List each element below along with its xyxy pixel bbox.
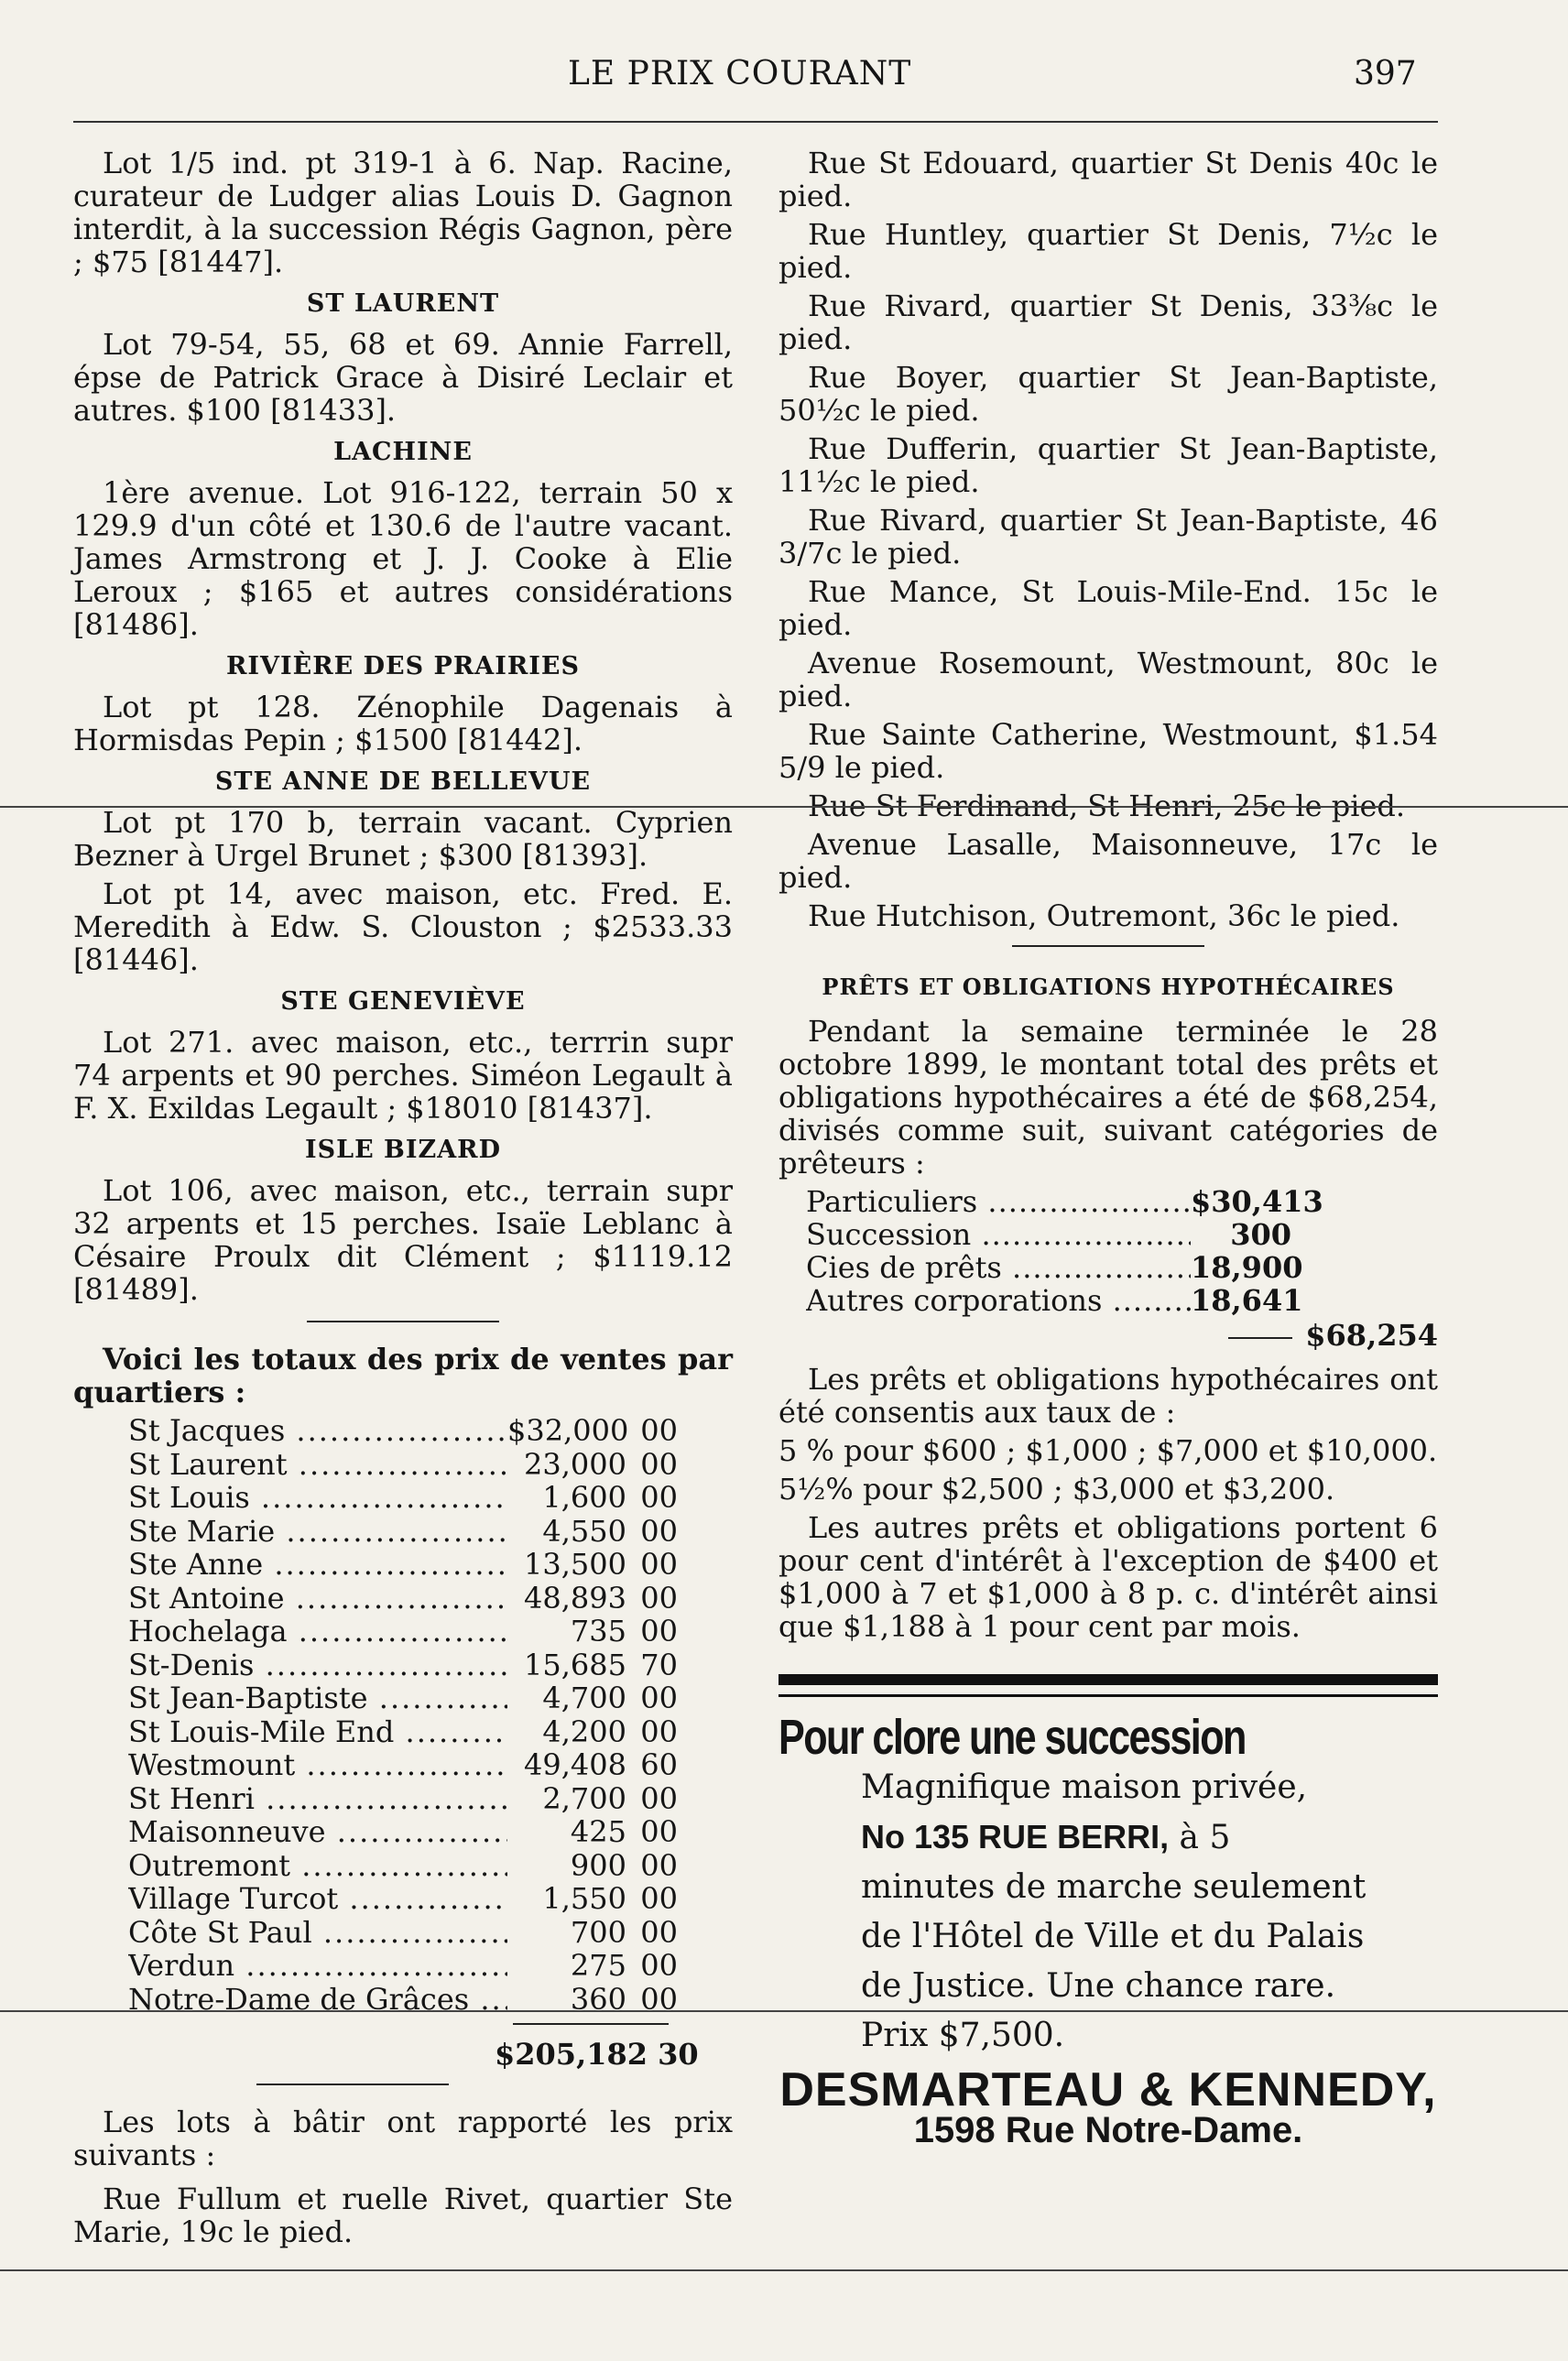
totals-row bbox=[128, 1916, 678, 1950]
district-amount: 900 bbox=[570, 1847, 626, 1883]
lot-price-entry: Rue St Ferdinand, St Henri, 25c le pied. bbox=[808, 789, 1406, 823]
district-name: Verdun ..... bbox=[128, 1949, 507, 1982]
totals-row bbox=[128, 1715, 678, 1749]
totals-row bbox=[128, 1515, 678, 1549]
lender-category: Particuliers ..... bbox=[806, 1185, 1191, 1218]
district-cents: 00 bbox=[640, 1714, 678, 1749]
section-rule bbox=[307, 1321, 499, 1322]
scan-fold-line bbox=[0, 2269, 1568, 2271]
advertisement bbox=[779, 1710, 1438, 2150]
district-amount: 4,700 bbox=[542, 1681, 626, 1715]
district-amount: 1,550 bbox=[542, 1881, 626, 1916]
rate-line: 5 % pour $600 ; $1,000 ; $7,000 et $10,000. bbox=[779, 1433, 1438, 1468]
district-amount: 425 bbox=[570, 1814, 626, 1849]
district-amount: 700 bbox=[570, 1914, 626, 1950]
district-amount: 2,700 bbox=[542, 1780, 626, 1816]
district-name: St Louis ..... bbox=[128, 1481, 507, 1514]
district-cents: 00 bbox=[640, 1413, 678, 1448]
district-cents: 00 bbox=[640, 1547, 678, 1582]
ad-top-rule bbox=[779, 1674, 1438, 1685]
district-amount: 15,685 bbox=[524, 1647, 626, 1682]
district-name: Côte St Paul ..... bbox=[128, 1916, 507, 1949]
district-cents: 00 bbox=[640, 1780, 678, 1816]
totals-row bbox=[128, 1615, 678, 1648]
lot-price-entry: Rue Boyer, quartier St Jean-Baptiste, 50½c le pied. bbox=[779, 360, 1438, 428]
section-heading: ST LAURENT bbox=[306, 289, 500, 318]
totals-row bbox=[128, 1882, 678, 1916]
district-amount: 13,500 bbox=[524, 1547, 626, 1582]
lot-price-entry: Rue Rivard, quartier St Denis, 33⅜c le pied. bbox=[779, 288, 1438, 356]
ad-body bbox=[861, 1763, 1374, 2061]
section-heading: STE ANNE DE BELLEVUE bbox=[214, 767, 592, 796]
sale-entry: Lot 106, avec maison, etc., terrain supr 32 arpents et 15 perches. Isaïe Leblanc à Césaire Proulx dit Clément ; $1119.12 [81489]. bbox=[73, 1173, 733, 1307]
ad-firm: DESMARTEAU & KENNEDY, bbox=[779, 2063, 1437, 2116]
sale-entry: Lot pt 128. Zénophile Dagenais à Hormisdas Pepin ; $1500 [81442]. bbox=[73, 690, 733, 757]
lender-amount: 18,641 bbox=[1191, 1283, 1303, 1318]
grand-total: $205,182 30 bbox=[495, 2037, 699, 2072]
district-name: St Louis-Mile End ..... bbox=[128, 1715, 507, 1748]
totals-row bbox=[128, 1648, 678, 1682]
district-name: Westmount ..... bbox=[128, 1748, 507, 1781]
right-column bbox=[779, 146, 1438, 2150]
left-column bbox=[73, 147, 733, 2254]
ad-line: Magnifique maison privée, bbox=[861, 1768, 1308, 1806]
totals-row bbox=[128, 1448, 678, 1482]
lot-price-entry: Rue Huntley, quartier St Denis, 7½c le pied. bbox=[779, 217, 1438, 285]
sale-entry: Lot 271. avec maison, etc., terrrin supr 74 arpents et 90 perches. Siméon Legault à F. X. Exildas Legault ; $18010 [81437]. bbox=[73, 1025, 733, 1126]
rate-line: 5½% pour $2,500 ; $3,000 et $3,200. bbox=[779, 1472, 1335, 1507]
district-cents: 00 bbox=[640, 1580, 678, 1616]
district-amount: $32,000 bbox=[507, 1413, 629, 1448]
district-cents: 00 bbox=[640, 1480, 678, 1515]
district-cents: 00 bbox=[640, 1513, 678, 1549]
loans-row bbox=[806, 1184, 1323, 1219]
totals-row bbox=[128, 1849, 678, 1883]
district-cents: 00 bbox=[640, 1914, 678, 1950]
ad-firm-address: 1598 Rue Notre-Dame. bbox=[913, 2110, 1303, 2150]
district-amount: 49,408 bbox=[524, 1747, 626, 1782]
totals-intro: Voici les totaux des prix de ventes par quartiers : bbox=[73, 1342, 733, 1409]
loans-table bbox=[806, 1184, 1323, 1318]
district-amount: 1,600 bbox=[542, 1480, 626, 1515]
ad-line: à 5 minutes de marche seulement de l'Hôtel de Ville et du Palais de Justice. Une chance rare. Prix $7,500. bbox=[861, 1819, 1367, 2054]
totals-row bbox=[128, 1481, 678, 1515]
district-name: St Laurent ..... bbox=[128, 1448, 507, 1481]
totals-row bbox=[128, 1815, 678, 1849]
scan-fold-line bbox=[0, 806, 1568, 808]
sale-entry: 1ère avenue. Lot 916-122, terrain 50 x 129.9 d'un côté et 130.6 de l'autre vacant. James Armstrong et J. J. Cooke à Elie Leroux ; $165 et autres considérations [81486]. bbox=[73, 475, 733, 642]
district-name: Maisonneuve ..... bbox=[128, 1815, 507, 1848]
district-cents: 00 bbox=[640, 1948, 678, 1983]
totals-row bbox=[128, 1748, 678, 1782]
totals-row bbox=[128, 1681, 678, 1715]
district-cents: 00 bbox=[640, 1814, 678, 1849]
lot-price-entry: Rue Sainte Catherine, Westmount, $1.54 5/9 le pied. bbox=[779, 717, 1438, 785]
district-amount: 275 bbox=[570, 1948, 626, 1983]
section-heading: PRÊTS ET OBLIGATIONS HYPOTHÉCAIRES bbox=[822, 974, 1395, 1000]
district-amount: 4,200 bbox=[542, 1714, 626, 1749]
district-name: St Henri ..... bbox=[128, 1782, 507, 1815]
lot-price-entry: Avenue Lasalle, Maisonneuve, 17c le pied. bbox=[779, 827, 1438, 895]
rates-other: Les autres prêts et obligations portent 6 pour cent d'intérêt à l'exception de $400 et $1,000 à 7 et $1,000 à 8 p. c. d'intérêt ainsi que $1,188 à 1 pour cent par mois. bbox=[779, 1510, 1438, 1644]
totals-table bbox=[128, 1414, 678, 2016]
district-amount: 360 bbox=[570, 1981, 626, 2017]
district-name: St Jacques ..... bbox=[128, 1414, 507, 1447]
loans-total: $68,254 bbox=[779, 1319, 1438, 1352]
district-name: Outremont ..... bbox=[128, 1849, 507, 1882]
sale-entry: Lot pt 170 b, terrain vacant. Cyprien Bezner à Urgel Brunet ; $300 [81393]. bbox=[73, 805, 733, 873]
loans-intro: Pendant la semaine terminée le 28 octobre 1899, le montant total des prêts et obligations hypothécaires a été de $68,254, divisés comme suit, suivant catégories de prêteurs : bbox=[779, 1014, 1438, 1180]
lot-price-entry: Rue Rivard, quartier St Jean-Baptiste, 46 3/7c le pied. bbox=[779, 503, 1438, 571]
lender-amount: 18,900 bbox=[1191, 1250, 1303, 1285]
scan-fold-line bbox=[0, 2010, 1568, 2012]
district-cents: 00 bbox=[640, 1681, 678, 1715]
district-name: Hochelaga ..... bbox=[128, 1615, 507, 1648]
page-number: 397 bbox=[1354, 55, 1417, 92]
totals-row bbox=[128, 1949, 678, 1983]
district-name: Notre-Dame de Grâces ..... bbox=[128, 1983, 507, 2016]
section-heading: RIVIÈRE DES PRAIRIES bbox=[225, 652, 580, 680]
district-cents: 00 bbox=[640, 1847, 678, 1883]
totals-row bbox=[128, 1414, 678, 1448]
lot-price-entry: Rue Dufferin, quartier St Jean-Baptiste, 11½c le pied. bbox=[779, 431, 1438, 499]
district-amount: 48,893 bbox=[524, 1580, 626, 1616]
lender-category: Autres corporations ..... bbox=[806, 1284, 1191, 1317]
loans-row bbox=[806, 1218, 1319, 1251]
sum-rule bbox=[513, 2023, 669, 2025]
rates-intro: Les prêts et obligations hypothécaires ont été consentis aux taux de : bbox=[779, 1362, 1438, 1430]
ad-property-address: No 135 RUE BERRI, bbox=[861, 1818, 1170, 1855]
district-cents: 00 bbox=[640, 1881, 678, 1916]
section-heading: LACHINE bbox=[333, 438, 473, 466]
ad-top-rule-thin bbox=[779, 1694, 1438, 1697]
totals-row bbox=[128, 1548, 678, 1582]
lender-amount: 300 bbox=[1230, 1217, 1291, 1252]
page-header bbox=[0, 55, 1568, 110]
lots-intro: Les lots à bâtir ont rapporté les prix suivants : bbox=[73, 2105, 733, 2172]
district-name: St-Denis ..... bbox=[128, 1648, 507, 1681]
totals-row bbox=[128, 1582, 678, 1616]
district-cents: 70 bbox=[640, 1647, 678, 1682]
district-cents: 60 bbox=[640, 1747, 678, 1782]
loans-row bbox=[806, 1251, 1319, 1284]
loans-row bbox=[806, 1284, 1319, 1317]
lender-category: Cies de prêts ..... bbox=[806, 1251, 1191, 1284]
lot-price-entry: Rue Hutchison, Outremont, 36c le pied. bbox=[808, 898, 1400, 933]
ad-title: Pour clore une succession bbox=[779, 1710, 1246, 1765]
district-name: Ste Marie ..... bbox=[128, 1515, 507, 1548]
sale-entry: Lot 79-54, 55, 68 et 69. Annie Farrell, épse de Patrick Grace à Disiré Leclair et autres. $100 [81433]. bbox=[73, 327, 733, 428]
section-rule bbox=[256, 2084, 449, 2085]
district-cents: 00 bbox=[640, 1981, 678, 2017]
lot-price-entry: Rue Mance, St Louis-Mile-End. 15c le pied. bbox=[779, 574, 1438, 642]
district-name: Village Turcot ..... bbox=[128, 1882, 507, 1915]
section-heading: STE GENEVIÈVE bbox=[280, 987, 526, 1016]
sale-entry: Lot 1/5 ind. pt 319-1 à 6. Nap. Racine, curateur de Ludger alias Louis D. Gagnon interdit, à la succession Régis Gagnon, père ; $75 [81447]. bbox=[73, 146, 733, 279]
lender-category: Succession ..... bbox=[806, 1218, 1191, 1251]
district-name: St Jean-Baptiste ..... bbox=[128, 1681, 507, 1714]
district-name: St Antoine ..... bbox=[128, 1582, 507, 1615]
lot-price-list bbox=[779, 147, 1438, 932]
lot-price-entry: Avenue Rosemount, Westmount, 80c le pied. bbox=[779, 646, 1438, 713]
totals-row bbox=[128, 1782, 678, 1816]
section-rule bbox=[1012, 945, 1204, 947]
district-cents: 00 bbox=[640, 1446, 678, 1482]
lot-price-entry: Rue Fullum et ruelle Rivet, quartier Ste Marie, 19c le pied. bbox=[73, 2181, 733, 2249]
sale-entry: Lot pt 14, avec maison, etc. Fred. E. Meredith à Edw. S. Clouston ; $2533.33 [81446]. bbox=[73, 876, 733, 977]
header-rule bbox=[73, 121, 1438, 123]
district-amount: 23,000 bbox=[524, 1446, 626, 1482]
district-amount: 735 bbox=[570, 1614, 626, 1648]
district-cents: 00 bbox=[640, 1614, 678, 1648]
running-title: LE PRIX COURANT bbox=[568, 55, 912, 92]
district-amount: 4,550 bbox=[542, 1513, 626, 1549]
district-name: Ste Anne ..... bbox=[128, 1548, 507, 1581]
section-heading: ISLE BIZARD bbox=[304, 1136, 502, 1164]
lot-price-entry: Rue St Edouard, quartier St Denis 40c le pied. bbox=[779, 146, 1438, 213]
lender-amount: $30,413 bbox=[1191, 1184, 1323, 1219]
